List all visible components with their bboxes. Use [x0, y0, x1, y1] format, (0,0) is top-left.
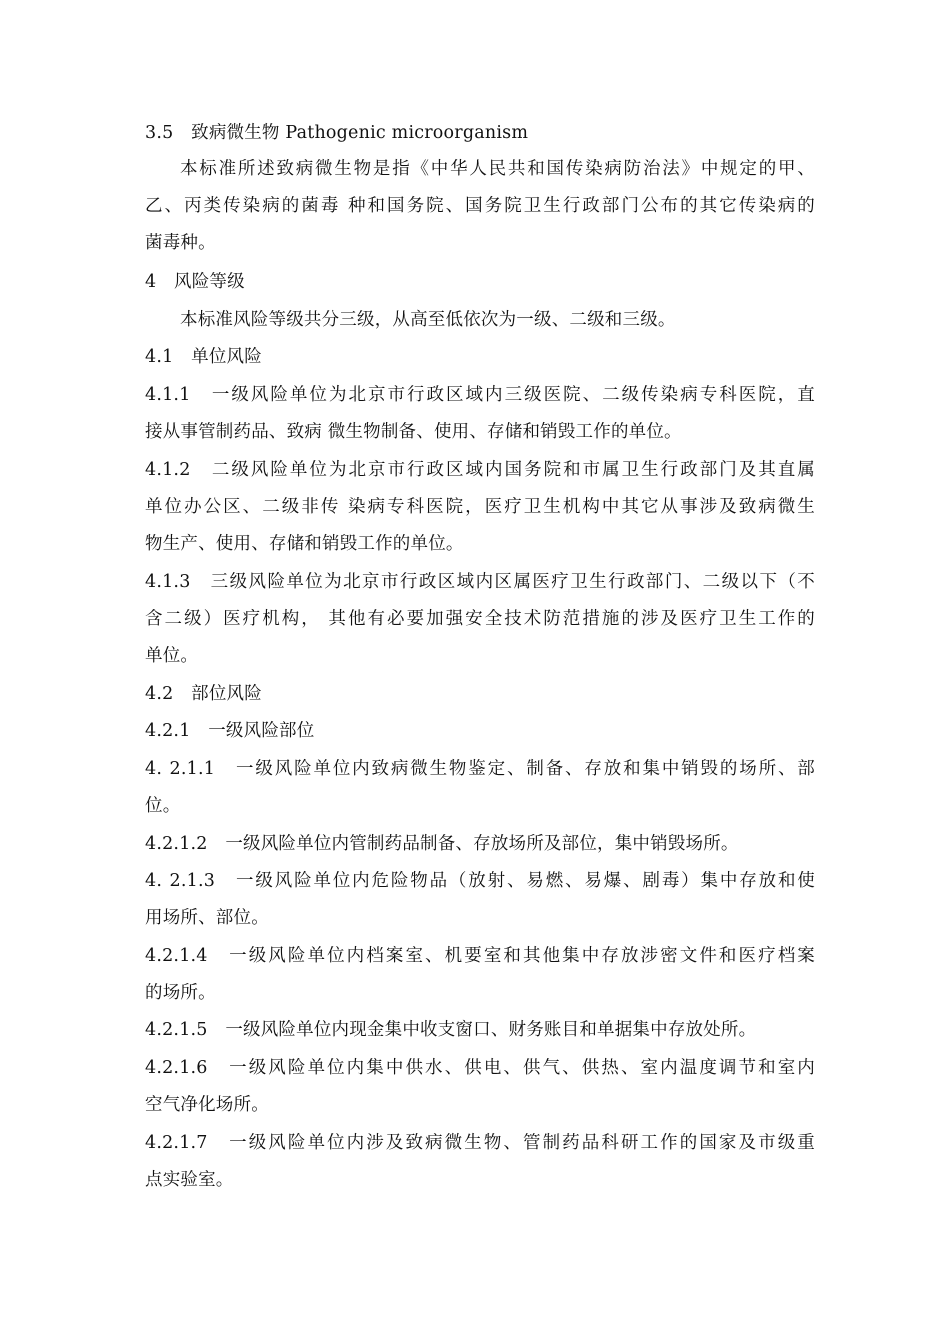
- section-heading-3-5: 3.5 致病微生物 Pathogenic microorganism: [145, 123, 529, 143]
- paragraph-line: 本标准风险等级共分三级，从高至低依次为一级、二级和三级。: [180, 310, 676, 330]
- clause-line: 含二级）医疗机构， 其他有必要加强安全技术防范措施的涉及医疗卫生工作的: [145, 609, 815, 629]
- clause-line: 4.2.1.7 一级风险单位内涉及致病微生物、管制药品科研工作的国家及市级重: [145, 1133, 815, 1153]
- section-heading-4-1: 4.1 单位风险: [145, 347, 262, 367]
- clause-line: 4.2.1.6 一级风险单位内集中供水、供电、供气、供热、室内温度调节和室内: [145, 1058, 815, 1078]
- section-heading-4-2-1: 4.2.1 一级风险部位: [145, 721, 315, 741]
- clause-line: 用场所、部位。: [145, 908, 269, 928]
- clause-line: 单位办公区、二级非传 染病专科医院，医疗卫生机构中其它从事涉及致病微生: [145, 497, 815, 517]
- clause-line: 物生产、使用、存储和销毁工作的单位。: [145, 534, 464, 554]
- clause-line: 4.1.1 一级风险单位为北京市行政区域内三级医院、二级传染病专科医院，直: [145, 385, 815, 405]
- clause-line: 4. 2.1.3 一级风险单位内危险物品（放射、易燃、易爆、剧毒）集中存放和使: [145, 871, 815, 891]
- clause-line: 的场所。: [145, 983, 216, 1003]
- clause-line: 空气净化场所。: [145, 1095, 269, 1115]
- section-heading-4: 4 风险等级: [145, 272, 245, 292]
- clause-line: 4. 2.1.1 一级风险单位内致病微生物鉴定、制备、存放和集中销毁的场所、部: [145, 759, 815, 779]
- clause-line: 接从事管制药品、致病 微生物制备、使用、存储和销毁工作的单位。: [145, 422, 682, 442]
- clause-line: 4.2.1.4 一级风险单位内档案室、机要室和其他集中存放涉密文件和医疗档案: [145, 946, 815, 966]
- clause-line: 位。: [145, 796, 181, 816]
- clause-line: 点实验室。: [145, 1170, 234, 1190]
- section-heading-4-2: 4.2 部位风险: [145, 684, 262, 704]
- clause-line: 4.1.3 三级风险单位为北京市行政区域内区属医疗卫生行政部门、二级以下（不: [145, 572, 815, 592]
- paragraph-line: 乙、丙类传染病的菌毒 种和国务院、国务院卫生行政部门公布的其它传染病的: [145, 196, 815, 216]
- paragraph-line: 菌毒种。: [145, 233, 216, 253]
- clause-line: 4.2.1.2 一级风险单位内管制药品制备、存放场所及部位，集中销毁场所。: [145, 834, 739, 854]
- clause-line: 4.1.2 二级风险单位为北京市行政区域内国务院和市属卫生行政部门及其直属: [145, 460, 815, 480]
- paragraph-line: 本标准所述致病微生物是指《中华人民共和国传染病防治法》中规定的甲、: [180, 159, 815, 179]
- clause-line: 单位。: [145, 646, 199, 666]
- clause-line: 4.2.1.5 一级风险单位内现金集中收支窗口、财务账目和单据集中存放处所。: [145, 1020, 757, 1040]
